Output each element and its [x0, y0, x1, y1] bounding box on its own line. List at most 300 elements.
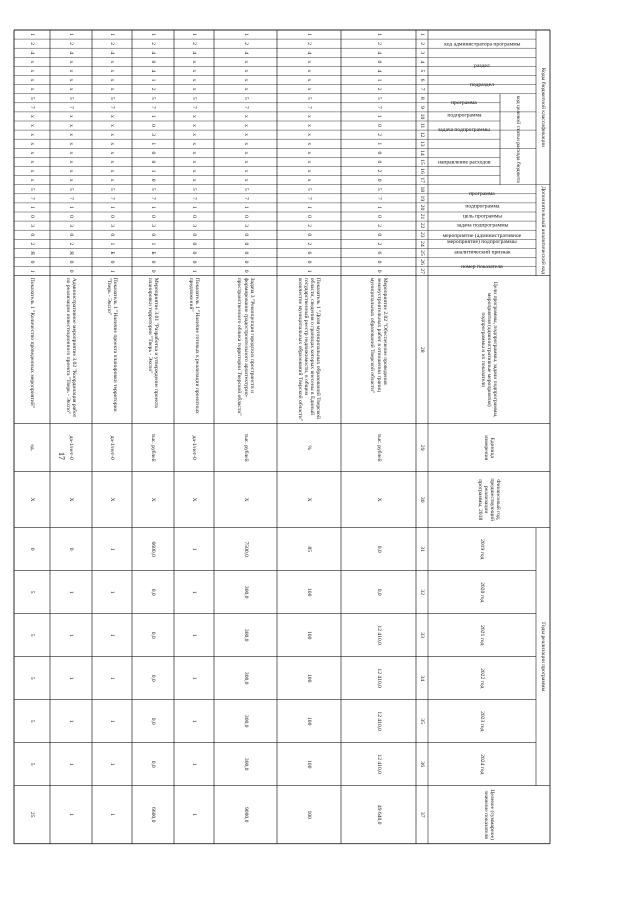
- code-cell: 4: [109, 51, 116, 55]
- code-cell: 0: [242, 215, 249, 218]
- row-year-value: 12 410,0: [375, 754, 382, 774]
- row-total: 1: [191, 813, 198, 817]
- programma-header: программа: [451, 99, 477, 106]
- code-cell: Я: [29, 251, 36, 255]
- code-cell: 3: [150, 133, 157, 137]
- column-number: 36: [419, 761, 426, 767]
- row-year-value: 5: [29, 676, 36, 680]
- column-number: 22: [419, 222, 426, 229]
- code-cell: x: [306, 169, 313, 173]
- code-cell: x: [242, 142, 249, 146]
- code-cell: 1: [150, 242, 157, 246]
- row-year-value: 1: [109, 633, 116, 637]
- code-cell: 4: [375, 51, 382, 55]
- row-fin-year: X: [109, 497, 116, 502]
- code-cell: 5: [375, 187, 382, 191]
- row-year-value: 12 410,0: [375, 625, 382, 645]
- code-cell: x: [191, 60, 198, 64]
- code-cell: x: [109, 133, 116, 137]
- code-cell: 3: [29, 224, 36, 228]
- code-cell: 5: [109, 96, 116, 100]
- code-cell: 5: [306, 187, 313, 191]
- row-year-value: 1: [109, 719, 116, 723]
- row-unit: ед.: [29, 444, 36, 452]
- code-cell: 1: [68, 33, 75, 36]
- code-cell: 2: [375, 42, 382, 46]
- code-cell: 5: [150, 187, 157, 191]
- code-cell: x: [109, 87, 116, 91]
- code-cell: 0: [29, 215, 36, 218]
- code-cell: 2: [306, 42, 313, 46]
- row-name: Показатель 1 "Количество проведенных мероприятий": [29, 277, 36, 409]
- code-cell: x: [68, 178, 75, 182]
- row-unit: тыс. рублей: [375, 433, 382, 462]
- code-cell: 0: [242, 233, 249, 237]
- code-cell: 1: [306, 206, 313, 209]
- row-year-value: 0,0: [150, 631, 157, 639]
- code-cell: 0: [375, 178, 382, 182]
- code-cell: 0: [150, 151, 157, 155]
- code-cell: 2: [29, 242, 36, 246]
- code-cell: 2: [375, 224, 382, 228]
- code-cell: 0: [242, 242, 249, 246]
- code-cell: 7: [306, 196, 313, 200]
- row-year-value: 1: [68, 719, 75, 723]
- column-number: 24: [419, 241, 426, 247]
- column-number: 21: [419, 213, 426, 220]
- column-number: 7: [419, 87, 426, 91]
- row-year-value: 1: [68, 762, 75, 766]
- row-fin-year: X: [68, 497, 75, 502]
- code-cell: 0: [375, 151, 382, 155]
- code-cell: x: [242, 133, 249, 137]
- code-cell: x: [68, 115, 75, 118]
- code-cell: 0: [306, 260, 313, 264]
- column-number: 20: [419, 204, 426, 211]
- code-cell: 0: [68, 269, 75, 273]
- code-cell: 5: [68, 187, 75, 191]
- code-cell: x: [242, 151, 249, 155]
- code-cell: 2: [375, 133, 382, 137]
- code-cell: 0: [29, 260, 36, 264]
- row-year-value: 1: [191, 762, 198, 766]
- column-number: 37: [419, 811, 426, 818]
- code-cell: 0: [375, 124, 382, 127]
- code-cell: Б: [150, 251, 157, 255]
- podrazdel-header: подраздел: [470, 81, 494, 88]
- row-year-value: 0,0: [150, 760, 157, 768]
- code-cell: x: [68, 151, 75, 155]
- code-cell: 0: [150, 178, 157, 182]
- code-cell: 0: [375, 260, 382, 264]
- code-cell: 7: [109, 196, 116, 200]
- row-year-value: 300,0: [242, 628, 249, 642]
- code-cell: x: [68, 160, 75, 164]
- code-cell: x: [306, 87, 313, 91]
- code-cell: 3: [191, 224, 198, 228]
- code-cell: x: [29, 60, 36, 64]
- code-cell: 4: [150, 51, 157, 55]
- code-cell: x: [306, 133, 313, 137]
- code-cell: 0: [29, 233, 36, 237]
- code-cell: 1: [191, 206, 198, 209]
- row-total: 9000,0: [242, 806, 249, 823]
- code-cell: 0: [109, 260, 116, 264]
- zadacha-header: задача подпрограммы: [438, 126, 490, 133]
- code-cell: 0: [150, 215, 157, 218]
- code-cell: x: [191, 178, 198, 182]
- row-year-value: 1: [68, 633, 75, 637]
- year-header-2020: 2020 год: [479, 582, 486, 603]
- column-number: 18: [419, 186, 426, 193]
- row-name: Мероприятие 3.01 "Разработка и утверждение проекта планировки территории "Тверь - Экспо": [147, 277, 160, 408]
- code-cell: 0: [191, 215, 198, 218]
- code-cell: 5: [191, 187, 198, 191]
- row-total: 25: [29, 811, 36, 818]
- year-header-2021: 2021 год: [479, 625, 486, 646]
- code-cell: 7: [109, 105, 116, 109]
- code-cell: 2: [68, 242, 75, 246]
- row-year-value: 1: [109, 762, 116, 766]
- code-cell: x: [306, 151, 313, 155]
- column-number: 25: [419, 250, 426, 256]
- column-number: 9: [419, 105, 426, 109]
- row-name: Показатель 1 "Наличие готовых к реализации проектных предложений": [188, 277, 201, 414]
- code-cell: 1: [306, 33, 313, 36]
- code-cell: 0: [242, 269, 249, 273]
- column-number: 6: [419, 78, 426, 82]
- code-cell: x: [29, 151, 36, 155]
- row-unit: тыс. рублей: [242, 433, 249, 462]
- column-number: 19: [419, 195, 426, 202]
- code-cell: 7: [29, 196, 36, 200]
- code-cell: Б: [109, 251, 116, 255]
- row-unit: да-1/нет-0: [191, 435, 198, 460]
- column-number: 29: [419, 444, 426, 451]
- code-cell: x: [68, 124, 75, 127]
- code-cell: 5: [68, 96, 75, 100]
- column-number: 13: [419, 140, 426, 147]
- row-year-value: 300,0: [242, 585, 249, 599]
- code-cell: 0: [150, 124, 157, 127]
- code-cell: x: [242, 178, 249, 182]
- a-task-header: задача подпрограммы: [456, 222, 508, 229]
- row-year-value: 1: [191, 590, 198, 594]
- code-cell: x: [109, 78, 116, 82]
- a-indicator-header: номер показателя: [461, 263, 503, 270]
- code-cell: 2: [242, 42, 249, 46]
- code-cell: 1: [375, 142, 382, 146]
- column-number: 16: [419, 168, 426, 174]
- code-cell: 0: [68, 260, 75, 264]
- column-number: 34: [419, 675, 426, 681]
- code-cell: x: [29, 124, 36, 127]
- a-goal-header: цель программы: [462, 213, 502, 220]
- column-number: 5: [419, 69, 426, 73]
- row-fin-year: X: [191, 497, 198, 502]
- code-cell: x: [109, 151, 116, 155]
- code-cell: x: [191, 133, 198, 137]
- row-unit: да-1/нет-0: [109, 435, 116, 460]
- unit-header: Единица измерения: [483, 435, 496, 461]
- code-cell: x: [29, 115, 36, 118]
- row-year-value: 100: [306, 759, 313, 769]
- code-cell: x: [29, 178, 36, 182]
- code-cell: 7: [375, 196, 382, 200]
- code-cell: 1: [242, 33, 249, 36]
- code-cell: 1: [150, 33, 157, 36]
- code-cell: 7: [375, 105, 382, 109]
- row-year-value: 12 410,0: [375, 711, 382, 731]
- code-cell: x: [306, 69, 313, 73]
- code-cell: 0: [191, 260, 198, 264]
- code-cell: 2: [191, 42, 198, 46]
- row-year-value: 100: [306, 587, 313, 597]
- code-cell: 5: [29, 96, 36, 100]
- row-name: Показатель 1 "Наличие проекта планировки территории "Тверь - Экспо": [106, 277, 119, 412]
- code-cell: 0: [242, 251, 249, 255]
- code-cell: Я: [68, 251, 75, 255]
- code-cell: 7: [306, 105, 313, 109]
- row-year-value: 1: [109, 590, 116, 594]
- code-cell: x: [306, 60, 313, 64]
- code-cell: 7: [29, 105, 36, 109]
- row-year-value: 0: [29, 547, 36, 551]
- code-cell: 0: [306, 215, 313, 218]
- code-cell: 0: [109, 233, 116, 237]
- row-year-value: 0,0: [150, 717, 157, 725]
- code-cell: 0: [150, 160, 157, 164]
- code-cell: x: [191, 151, 198, 155]
- code-cell: x: [29, 160, 36, 164]
- row-year-value: 1: [191, 547, 198, 551]
- row-name: Административное мероприятие 3.02 "Координация работ по реализации инвестиционного проекта "Тверь - Экспо": [65, 277, 78, 418]
- code-cell: x: [191, 69, 198, 73]
- row-year-value: 0,0: [375, 588, 382, 596]
- code-cell: x: [109, 160, 116, 164]
- code-cell: 1: [150, 206, 157, 209]
- row-year-value: 5: [29, 590, 36, 594]
- code-cell: x: [242, 124, 249, 127]
- code-cell: 0: [68, 215, 75, 218]
- code-cell: x: [191, 124, 198, 127]
- column-number: 17: [419, 177, 426, 183]
- row-name: Мероприятие 2.02 "Обеспечение проведения землеустроительных работ в отношении границ муниципальных образований Тверской области": [369, 277, 388, 394]
- column-number: 31: [419, 546, 426, 552]
- code-cell: 2: [306, 224, 313, 228]
- code-cell: 1: [242, 206, 249, 209]
- a-podprogramma-header: подпрограмма: [464, 204, 500, 211]
- row-year-value: 6600,0: [150, 541, 157, 557]
- code-cell: 7: [150, 196, 157, 200]
- code-cell: x: [68, 60, 75, 64]
- row-total: 49 640,0: [375, 804, 382, 825]
- column-number: 3: [419, 51, 426, 55]
- year-header-2019: 2019 год: [479, 539, 486, 560]
- code-cell: 1: [109, 33, 116, 36]
- code-cell: x: [29, 142, 36, 146]
- row-year-value: 100: [306, 673, 313, 683]
- code-cell: 3: [68, 224, 75, 228]
- code-cell: 1: [150, 142, 157, 146]
- code-cell: 2: [375, 87, 382, 91]
- code-cell: 0: [375, 160, 382, 164]
- total-header: Целевое (суммарное) значение показателя: [483, 789, 496, 841]
- code-cell: 5: [242, 96, 249, 100]
- razdel-header: раздел: [474, 63, 490, 70]
- budget-code-header: Коды бюджетной классификации: [540, 67, 547, 147]
- code-cell: 2: [375, 169, 382, 173]
- code-cell: x: [191, 87, 198, 91]
- code-cell: x: [306, 124, 313, 127]
- code-cell: 1: [191, 269, 198, 273]
- code-cell: 7: [191, 196, 198, 200]
- row-year-value: 1: [68, 590, 75, 594]
- code-cell: 4: [306, 51, 313, 55]
- code-cell: x: [242, 78, 249, 82]
- code-cell: 7: [68, 105, 75, 109]
- code-cell: x: [29, 87, 36, 91]
- code-cell: x: [191, 160, 198, 164]
- row-year-value: 1: [191, 633, 198, 637]
- code-cell: x: [306, 160, 313, 164]
- column-number: 1: [419, 33, 426, 36]
- code-cell: x: [242, 69, 249, 73]
- row-year-value: 5: [29, 633, 36, 637]
- code-cell: 0: [191, 233, 198, 237]
- row-fin-year: X: [150, 497, 157, 502]
- code-cell: x: [68, 169, 75, 173]
- code-cell: 1: [150, 115, 157, 118]
- column-number: 14: [419, 150, 426, 156]
- year-header-2024: 2024 год: [479, 754, 486, 775]
- code-cell: x: [109, 60, 116, 64]
- row-year-value: 5: [29, 719, 36, 723]
- code-cell: x: [29, 78, 36, 82]
- column-number: 27: [419, 268, 426, 274]
- row-unit: тыс. рублей: [150, 433, 157, 462]
- row-total: 6600,0: [150, 806, 157, 823]
- code-cell: 3: [109, 224, 116, 228]
- code-cell: 1: [306, 269, 313, 273]
- code-cell: x: [191, 169, 198, 173]
- code-cell: x: [109, 69, 116, 73]
- code-cell: x: [109, 142, 116, 146]
- column-number: 28: [419, 346, 426, 353]
- code-cell: 1: [68, 206, 75, 209]
- code-cell: x: [242, 169, 249, 173]
- code-cell: x: [68, 78, 75, 82]
- row-fin-year: X: [242, 497, 249, 502]
- row-year-value: 300,0: [242, 671, 249, 685]
- row-year-value: 85: [306, 546, 313, 552]
- row-year-value: 1: [191, 676, 198, 680]
- direction-header: направление расходов: [437, 158, 491, 165]
- code-cell: 7: [242, 105, 249, 109]
- code-cell: 0: [375, 60, 382, 64]
- column-number: 30: [419, 496, 426, 503]
- code-cell: 7: [68, 196, 75, 200]
- code-cell: 2: [150, 42, 157, 46]
- code-cell: x: [242, 60, 249, 64]
- row-total: 1: [68, 813, 75, 817]
- row-year-value: 1: [68, 676, 75, 680]
- column-number: 8: [419, 96, 426, 100]
- row-fin-year: X: [306, 497, 313, 502]
- code-cell: 1: [29, 206, 36, 209]
- code-cell: x: [109, 169, 116, 173]
- code-cell: x: [306, 178, 313, 182]
- code-cell: 0: [375, 233, 382, 237]
- code-cell: 4: [150, 69, 157, 73]
- code-cell: x: [191, 78, 198, 82]
- code-cell: x: [191, 115, 198, 118]
- column-number: 23: [419, 231, 426, 238]
- row-year-value: 1: [191, 719, 198, 723]
- code-cell: 6: [375, 251, 382, 255]
- years-header: Годы реализации программы: [540, 622, 547, 692]
- code-cell: 1: [29, 269, 36, 273]
- code-cell: 0: [109, 215, 116, 218]
- code-cell: 1: [109, 206, 116, 209]
- row-year-value: 300,0: [242, 714, 249, 728]
- code-cell: 0: [68, 233, 75, 237]
- code-cell: 1: [375, 206, 382, 209]
- code-cell: x: [306, 78, 313, 82]
- code-cell: x: [68, 69, 75, 73]
- row-year-value: 0,0: [375, 545, 382, 553]
- row-year-value: 12 410,0: [375, 668, 382, 688]
- page-number: 17: [57, 452, 66, 460]
- code-cell: 1: [375, 115, 382, 118]
- row-year-value: 0,0: [150, 674, 157, 682]
- code-cell: 2: [306, 242, 313, 246]
- row-unit: да-1/нет-0: [68, 435, 75, 460]
- column-number: 33: [419, 632, 426, 638]
- code-cell: 4: [242, 51, 249, 55]
- column-number: 15: [419, 159, 426, 165]
- row-year-value: 100: [306, 630, 313, 640]
- row-year-value: 5: [29, 762, 36, 766]
- column-number: 4: [419, 60, 426, 64]
- code-cell: 5: [109, 187, 116, 191]
- a-event-header: мероприятие (административное мероприятие) подпрограммы: [442, 233, 522, 246]
- code-cell: 1: [375, 78, 382, 82]
- code-cell: 5: [150, 96, 157, 100]
- code-cell: 0: [150, 233, 157, 237]
- year-header-2023: 2023 год: [479, 711, 486, 732]
- code-cell: 4: [191, 51, 198, 55]
- code-cell: x: [242, 160, 249, 164]
- code-cell: 5: [29, 187, 36, 191]
- code-cell: x: [242, 115, 249, 118]
- code-cell: 3: [242, 224, 249, 228]
- code-cell: 0: [191, 251, 198, 255]
- target-article-header: код целевой статьи расхода бюджета: [515, 95, 522, 183]
- column-number: 26: [419, 259, 426, 265]
- column-number: 32: [419, 589, 426, 595]
- a-programma-header: программа: [469, 190, 495, 197]
- row-year-value: 0,0: [150, 588, 157, 596]
- code-cell: 2: [375, 242, 382, 246]
- code-cell: 1: [150, 78, 157, 82]
- code-cell: 7: [191, 105, 198, 109]
- year-header-2022: 2022 год: [479, 668, 486, 689]
- code-cell: x: [68, 87, 75, 91]
- row-year-value: 100: [306, 716, 313, 726]
- row-fin-year: X: [29, 497, 36, 502]
- row-name: Показатель 1 "Доля муниципальных образований Тверской области, сведения о границах которых внесены в Единый государственный реестр недвижимости, в общем количестве муниципальных образований Тверской области": [296, 277, 322, 422]
